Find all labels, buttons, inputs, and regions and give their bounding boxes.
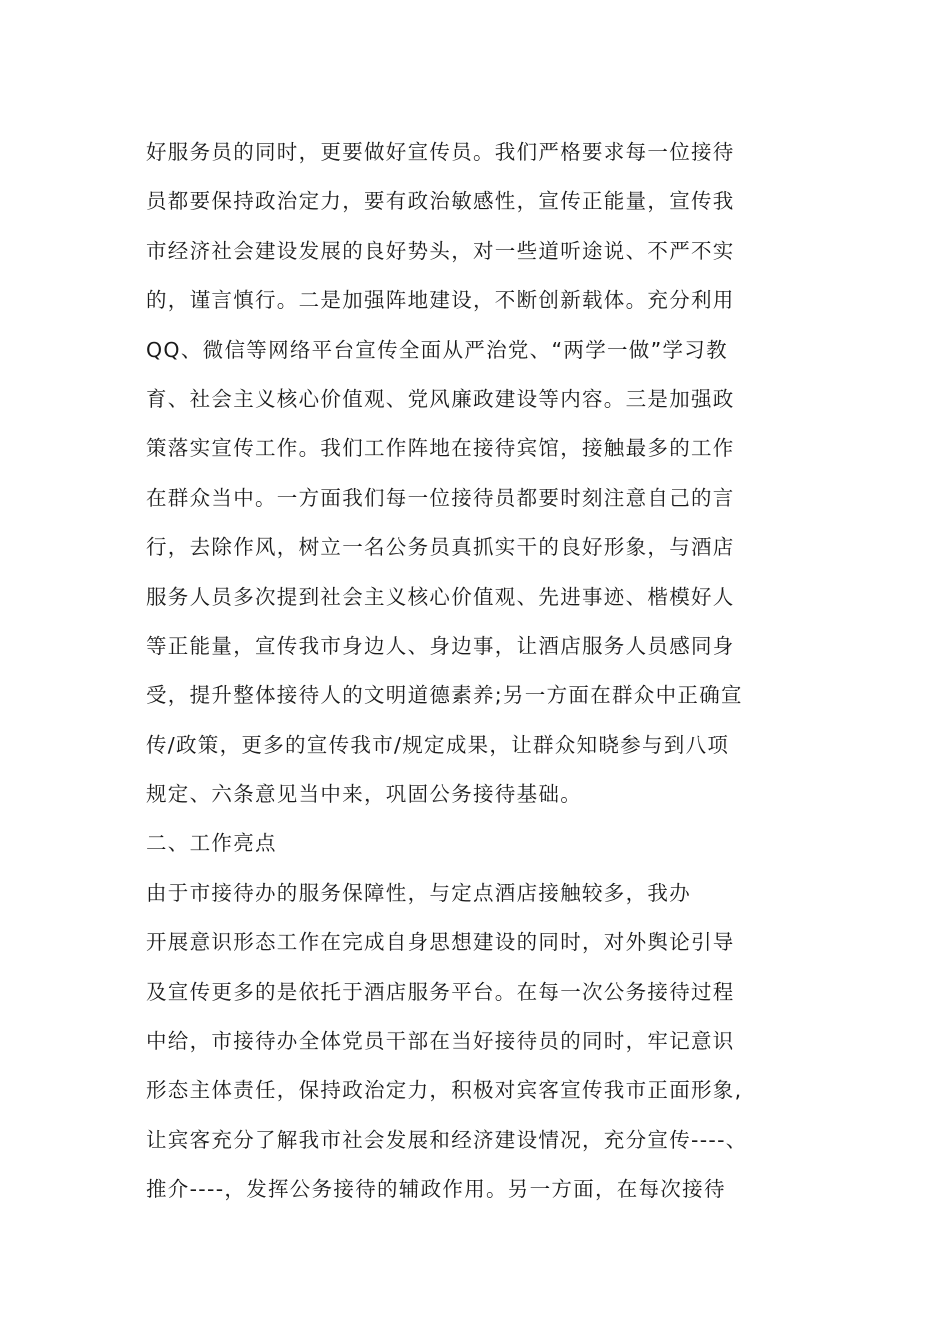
text-line: 形态主体责任，保持政治定力，积极对宾客宣传我市正面形象, xyxy=(146,1078,743,1103)
text-line: 策落实宣传工作。我们工作阵地在接待宾馆，接触最多的工作 xyxy=(146,436,735,461)
text-line: 开展意识形态工作在完成自身思想建设的同时，对外舆论引导 xyxy=(146,930,735,955)
text-line: 服务人员多次提到社会主义核心价值观、先进事迹、楷模好人 xyxy=(146,584,735,609)
text-line: 规定、六条意见当中来，巩固公务接待基础。 xyxy=(146,782,582,807)
body-text xyxy=(146,132,786,1219)
text-line: 好服务员的同时，更要做好宣传员。我们严格要求每一位接待 xyxy=(146,140,735,164)
text-line: 让宾客充分了解我市社会发展和经济建设情况，充分宣传----、 xyxy=(146,1127,748,1152)
text-line: 行，去除作风，树立一名公务员真抓实干的良好形象，与酒店 xyxy=(146,535,735,560)
section-heading: 二、工作亮点 xyxy=(146,831,277,856)
text-line: 受，提升整体接待人的文明道德素养;另一方面在群众中正确宣 xyxy=(146,683,743,708)
text-line: 在群众当中。一方面我们每一位接待员都要时刻注意自己的言 xyxy=(146,485,735,510)
text-line: 员都要保持政治定力，要有政治敏感性，宣传正能量，宣传我 xyxy=(146,189,735,214)
text-line: 育、社会主义核心价值观、党风廉政建设等内容。三是加强政 xyxy=(146,386,735,411)
text-line: 市经济社会建设发展的良好势头，对一些道听途说、不严不实 xyxy=(146,238,735,263)
text-line: 等正能量，宣传我市身边人、身边事，让酒店服务人员感同身 xyxy=(146,633,735,658)
text-line: 推介----，发挥公务接待的辅政作用。另一方面，在每次接待 xyxy=(146,1177,726,1202)
text-line: 传/政策，更多的宣传我市/规定成果，让群众知晓参与到八项 xyxy=(146,732,730,757)
text-line: 的，谨言慎行。二是加强阵地建设，不断创新载体。充分利用 xyxy=(146,288,735,313)
text-line: QQ、微信等网络平台宣传全面从严治党、“两学一做”学习教 xyxy=(146,337,728,362)
text-line: 由于市接待办的服务保障性，与定点酒店接触较多，我办 xyxy=(146,880,691,905)
text-line: 及宣传更多的是依托于酒店服务平台。在每一次公务接待过程 xyxy=(146,979,735,1004)
text-line: 中给，市接待办全体党员干部在当好接待员的同时，牢记意识 xyxy=(146,1029,735,1054)
